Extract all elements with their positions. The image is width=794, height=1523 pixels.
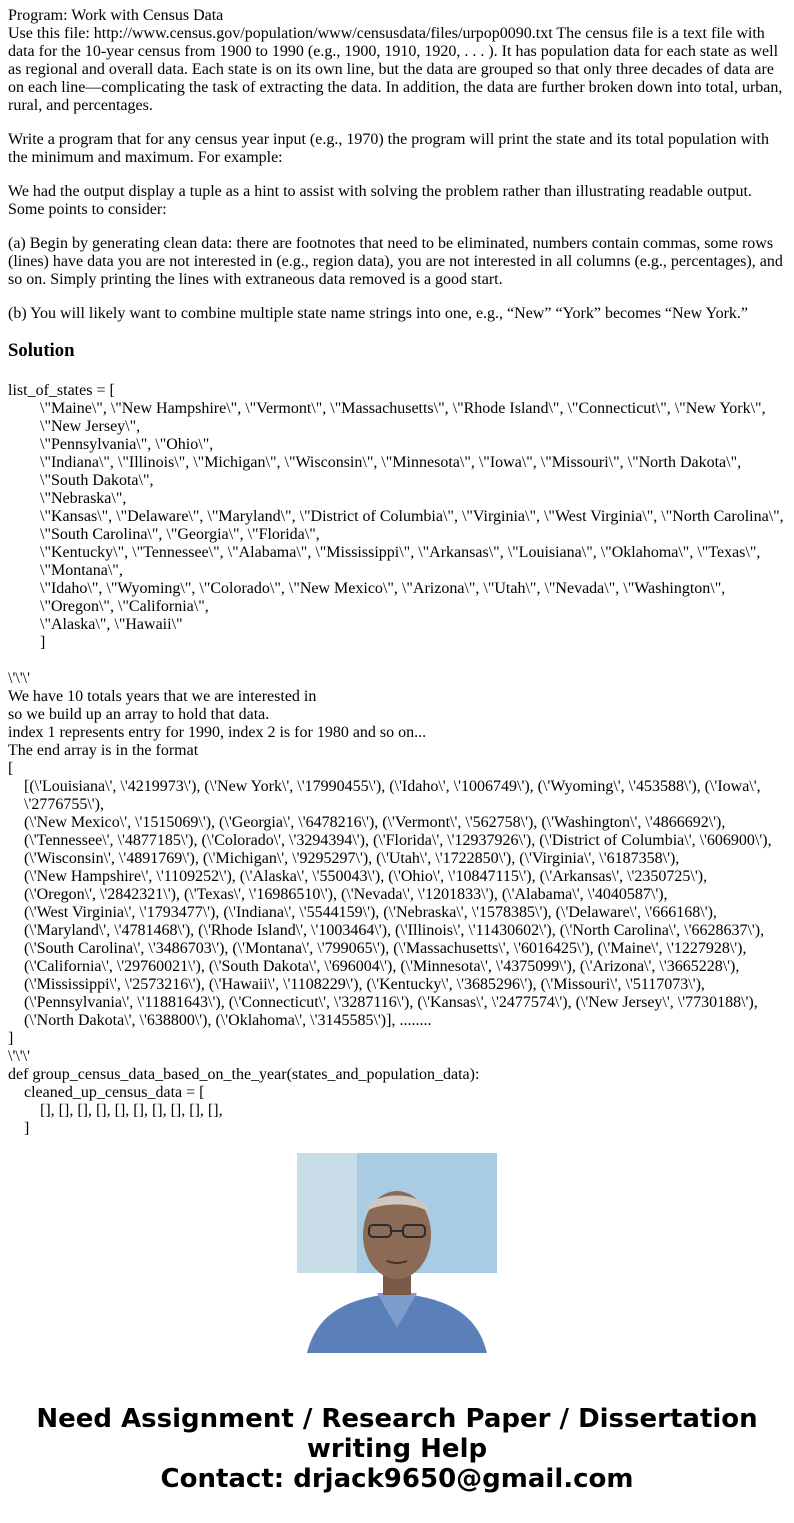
author-photo	[297, 1153, 497, 1353]
document-content	[8, 7, 786, 1137]
promo-footer	[0, 1404, 794, 1494]
code-line: (\'West Virginia\', \'1793477\'), (\'Indiana\', \'5544159\'), (\'Nebraska\', \'1578385\'), (\'Delaware\', \'666168\'),	[24, 904, 717, 921]
code-line: index 1 represents entry for 1990, index 2 is for 1980 and so on...	[8, 724, 427, 741]
code-line: [	[8, 760, 14, 777]
code-line: \"Kentucky\", \"Tennessee\", \"Alabama\", \"Mississippi\", \"Arkansas\", \"Louisiana\", \"Oklahoma\", \"Texas\", \"Montana\",	[40, 544, 761, 579]
code-line: \"Maine\", \"New Hampshire\", \"Vermont\", \"Massachusetts\", \"Rhode Island\", \"Connecticut\", \"New York\", \"New Jersey\",	[40, 400, 766, 435]
code-line: \"Alaska\", \"Hawaii\"	[40, 616, 183, 633]
code-line: (\'Mississippi\', \'2573216\'), (\'Hawaii\', \'1108229\'), (\'Kentucky\', \'3685296\'), (\'Missouri\', \'5117073\'),	[24, 976, 705, 993]
solution-heading: Solution	[8, 340, 75, 361]
point-a-paragraph: (a) Begin by generating clean data: there are footnotes that need to be eliminated, numbers contain commas, some rows (lines) have data you are not interested in (e.g., region data), you are not interested in all columns (e.g., percentages), and so on. Simply printing the lines with extraneous data removed is a good start.	[8, 235, 783, 288]
program-title: Program: Work with Census Data	[8, 7, 224, 24]
promo-contact: Contact: drjack9650@gmail.com	[160, 1464, 634, 1494]
code-line: (\'New Mexico\', \'1515069\'), (\'Georgia\', \'6478216\'), (\'Vermont\', \'562758\'), (\'Washington\', \'4866692\'),	[24, 814, 726, 831]
code-line	[8, 652, 786, 670]
promo-line-1: Need Assignment / Research Paper / Dissertation	[36, 1404, 758, 1434]
code-line: (\'Wisconsin\', \'4891769\'), (\'Michigan\', \'9295297\'), (\'Utah\', \'1722850\'), (\'Virginia\', \'6187358\'),	[24, 850, 680, 867]
code-line: ]	[24, 1120, 30, 1137]
solution-code	[8, 382, 786, 1138]
code-line: \"Kansas\", \"Delaware\", \"Maryland\", \"District of Columbia\", \"Virginia\", \"West Virginia\", \"North Carolina\",	[40, 508, 784, 525]
hint-paragraph: We had the output display a tuple as a hint to assist with solving the problem rather than illustrating readable output. Some points to consider:	[8, 183, 752, 218]
code-line: \'\'\'	[8, 670, 30, 687]
point-b-paragraph: (b) You will likely want to combine multiple state name strings into one, e.g., “New” “York” becomes “New York.”	[8, 305, 749, 322]
code-line: \"South Carolina\", \"Georgia\", \"Florida\",	[40, 526, 320, 543]
code-line: ]	[40, 634, 46, 651]
code-line: We have 10 totals years that we are interested in	[8, 688, 317, 705]
code-line: (\'Oregon\', \'2842321\'), (\'Texas\', \'16986510\'), (\'Nevada\', \'1201833\'), (\'Alabama\', \'4040587\'),	[24, 886, 668, 903]
code-line: (\'New Hampshire\', \'1109252\'), (\'Alaska\', \'550043\'), (\'Ohio\', \'10847115\'), (\'Arkansas\', \'2350725\'),	[24, 868, 708, 885]
code-line: \'\'\'	[8, 1048, 30, 1065]
code-line: (\'California\', \'29760021\'), (\'South Dakota\', \'696004\'), (\'Minnesota\', \'4375099\'), (\'Arizona\', \'3665228\'),	[24, 958, 740, 975]
code-line: (\'South Carolina\', \'3486703\'), (\'Montana\', \'799065\'), (\'Massachusetts\', \'6016425\'), (\'Maine\', \'1227928\'),	[24, 940, 747, 957]
code-line: ]	[8, 1030, 14, 1047]
code-line: \"Indiana\", \"Illinois\", \"Michigan\", \"Wisconsin\", \"Minnesota\", \"Iowa\", \"Missouri\", \"North Dakota\", \"South Dakota\",	[40, 454, 742, 489]
code-line: \"Pennsylvania\", \"Ohio\",	[40, 436, 214, 453]
author-avatar	[297, 1153, 497, 1353]
code-line: so we build up an array to hold that data.	[8, 706, 270, 723]
task-paragraph: Write a program that for any census year input (e.g., 1970) the program will print the state and its total population with the minimum and maximum. For example:	[8, 131, 769, 166]
code-line: cleaned_up_census_data = [	[24, 1084, 205, 1101]
code-line: \"Idaho\", \"Wyoming\", \"Colorado\", \"New Mexico\", \"Arizona\", \"Utah\", \"Nevada\", \"Washington\", \"Oregon\", \"California\",	[40, 580, 726, 615]
code-line: [(\'Louisiana\', \'4219973\'), (\'New York\', \'17990455\'), (\'Idaho\', \'1006749\'), (\'Wyoming\', \'453588\'), (\'Iowa\', \'2776755\'),	[24, 778, 761, 813]
code-line: The end array is in the format	[8, 742, 199, 759]
code-line: (\'Pennsylvania\', \'11881643\'), (\'Connecticut\', \'3287116\'), (\'Kansas\', \'2477574\'), (\'New Jersey\', \'7730188\'),	[24, 994, 758, 1011]
intro-paragraph	[8, 7, 786, 115]
code-line: (\'Tennessee\', \'4877185\'), (\'Colorado\', \'3294394\'), (\'Florida\', \'12937926\'), (\'District of Columbia\', \'606900\'),	[24, 832, 772, 849]
code-line: def group_census_data_based_on_the_year(states_and_population_data):	[8, 1066, 480, 1083]
file-description: Use this file: http://www.census.gov/population/www/censusdata/files/urpop0090.txt The census file is a text file with data for the 10-year census from 1900 to 1990 (e.g., 1900, 1910, 1920, . . . ). It has population data for each state as well as regional and overall data. Each state is on its own line, but the data are grouped so that only three decades of data are on each line—complicating the task of extracting the data. In addition, the data are further broken down into total, urban, rural, and percentages.	[8, 25, 783, 114]
code-line: list_of_states = [	[8, 382, 115, 399]
code-line: (\'Maryland\', \'4781468\'), (\'Rhode Island\', \'1003464\'), (\'Illinois\', \'11430602\'), (\'North Carolina\', \'6628637\'),	[24, 922, 765, 939]
code-line: \"Nebraska\",	[40, 490, 127, 507]
promo-line-2: writing Help	[306, 1434, 488, 1464]
code-line: [], [], [], [], [], [], [], [], [], [],	[40, 1102, 223, 1119]
code-line: (\'North Dakota\', \'638800\'), (\'Oklahoma\', \'3145585\')], ........	[24, 1012, 432, 1029]
